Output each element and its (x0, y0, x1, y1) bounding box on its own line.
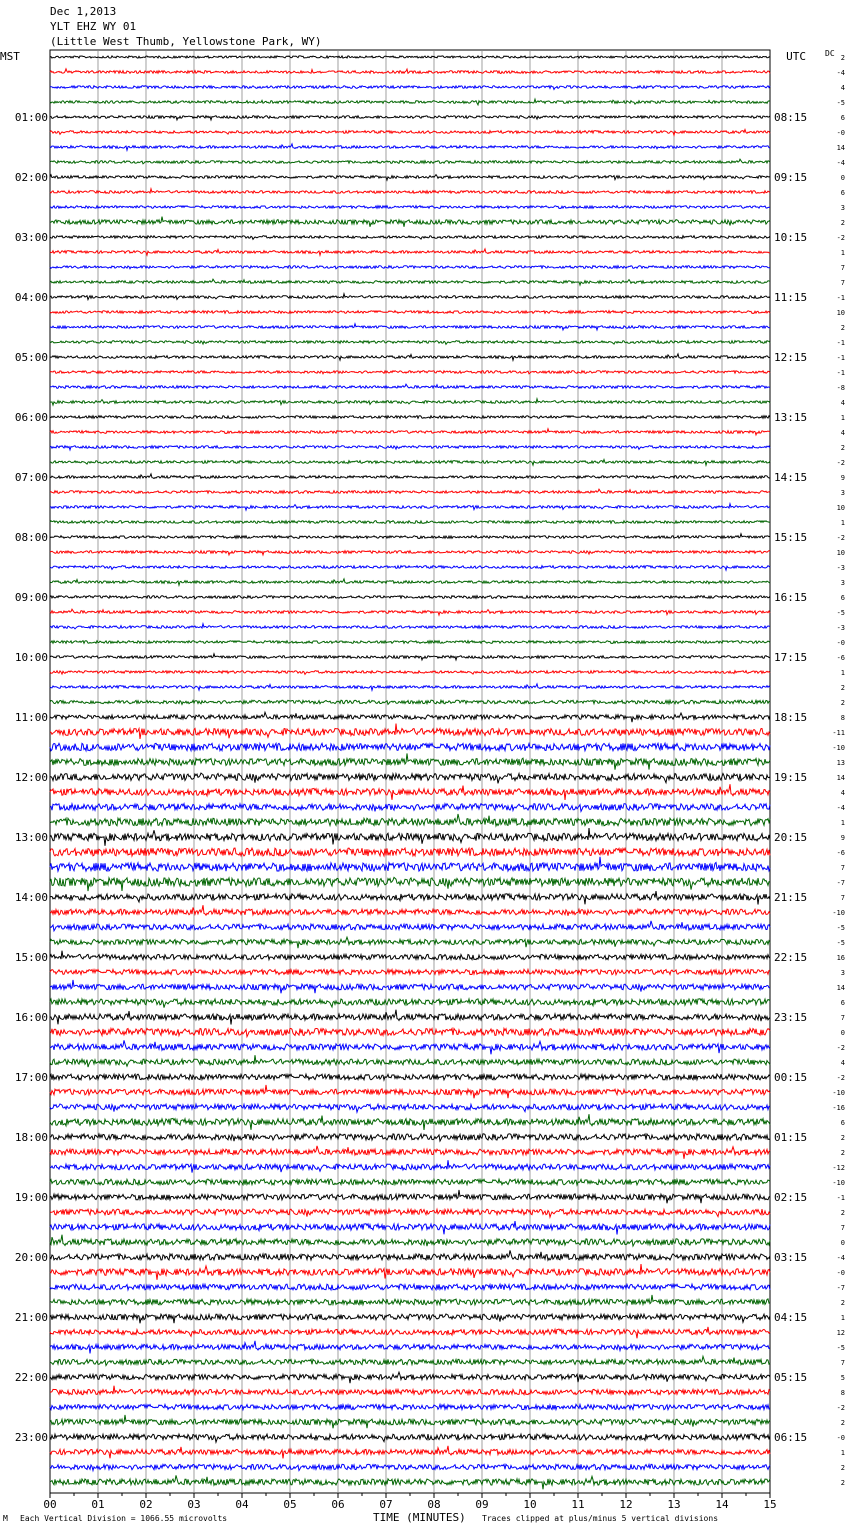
dc-offset-label: 13 (836, 759, 845, 767)
dc-offset-label: 2 (840, 54, 845, 62)
right-hour-label: 21:15 (774, 891, 808, 904)
right-hour-label: 00:15 (774, 1071, 808, 1084)
header-date: Dec 1,2013 (50, 5, 117, 18)
dc-offset-label: 9 (840, 834, 845, 842)
dc-offset-label: 1 (840, 1449, 845, 1457)
dc-offset-label: 2 (840, 1134, 845, 1142)
right-hour-label: 17:15 (774, 651, 808, 664)
seismic-trace (50, 384, 770, 388)
dc-offset-label: 3 (840, 969, 845, 977)
left-hour-label: 23:00 (14, 1431, 48, 1444)
dc-offset-label: 6 (840, 114, 845, 122)
right-hour-label: 19:15 (774, 771, 808, 784)
dc-offset-label: 6 (840, 999, 845, 1007)
dc-offset-label: -2 (836, 459, 845, 467)
seismic-trace (50, 828, 770, 846)
dc-offset-label: 10 (836, 549, 845, 557)
seismic-trace (50, 1475, 770, 1489)
dc-offset-label: -1 (836, 1194, 845, 1202)
dc-offset-label: -2 (836, 1044, 845, 1052)
seismic-trace (50, 551, 770, 555)
dc-offset-label: 3 (840, 579, 845, 587)
seismic-trace (50, 857, 770, 871)
dc-offset-label: 14 (836, 774, 845, 782)
left-hour-label: 13:00 (14, 831, 48, 844)
dc-offset-label: 8 (840, 714, 845, 722)
seismic-trace (50, 1386, 770, 1395)
seismic-trace (50, 489, 770, 493)
seismic-trace (50, 446, 770, 450)
left-hour-label: 05:00 (14, 351, 48, 364)
dc-offset-label: -4 (836, 1254, 845, 1262)
seismic-trace (50, 579, 770, 585)
right-hour-label: 23:15 (774, 1011, 808, 1024)
dc-offset-label: 2 (840, 1464, 845, 1472)
left-hour-label: 09:00 (14, 591, 48, 604)
right-hour-label: 04:15 (774, 1311, 808, 1324)
dc-offset-label: 6 (840, 1119, 845, 1127)
seismic-trace (50, 189, 770, 194)
dc-offset-label: -2 (836, 1074, 845, 1082)
right-hour-label: 16:15 (774, 591, 808, 604)
dc-offset-label: -2 (836, 234, 845, 242)
seismic-trace (50, 1327, 770, 1338)
seismic-trace (50, 521, 770, 524)
dc-offset-label: 4 (840, 789, 845, 797)
seismic-trace (50, 1404, 770, 1409)
dc-offset-label: -3 (836, 624, 845, 632)
seismic-trace (50, 596, 770, 599)
dc-offset-label: 1 (840, 249, 845, 257)
seismic-trace (50, 814, 770, 826)
seismic-trace (50, 217, 770, 227)
dc-offset-label: 4 (840, 429, 845, 437)
seismic-trace (50, 1235, 770, 1246)
dc-offset-label: 7 (840, 1014, 845, 1022)
left-hour-label: 11:00 (14, 711, 48, 724)
dc-offset-label: -6 (836, 654, 845, 662)
seismic-trace (50, 1074, 770, 1080)
dc-offset-label: 7 (840, 894, 845, 902)
dc-offset-label: 2 (840, 684, 845, 692)
right-hour-label: 15:15 (774, 531, 808, 544)
x-tick-label: 13 (667, 1498, 681, 1511)
left-hour-label: 04:00 (14, 291, 48, 304)
dc-label: DC (825, 49, 835, 58)
right-hour-label: 11:15 (774, 291, 808, 304)
dc-offset-label: -0 (836, 639, 845, 647)
dc-offset-label: 10 (836, 504, 845, 512)
dc-offset-label: -10 (832, 909, 845, 917)
seismic-trace (50, 999, 770, 1008)
seismic-trace (50, 724, 770, 739)
right-hour-label: 12:15 (774, 351, 808, 364)
dc-offset-label: 0 (840, 174, 845, 182)
seismic-trace (50, 175, 770, 181)
left-hour-label: 20:00 (14, 1251, 48, 1264)
seismic-trace (50, 1341, 770, 1354)
right-hour-label: 22:15 (774, 951, 808, 964)
dc-offset-label: -5 (836, 99, 845, 107)
seismic-trace (50, 700, 770, 704)
seismic-trace (50, 804, 770, 812)
dc-offset-label: 6 (840, 189, 845, 197)
right-hour-label: 06:15 (774, 1431, 808, 1444)
dc-offset-label: 2 (840, 1299, 845, 1307)
dc-offset-label: 2 (840, 444, 845, 452)
dc-offset-label: -4 (836, 69, 845, 77)
right-hour-label: 03:15 (774, 1251, 808, 1264)
seismic-trace (50, 671, 770, 675)
seismic-trace (50, 159, 770, 164)
seismic-trace (50, 773, 770, 783)
dc-offset-label: 5 (840, 1374, 845, 1382)
seismic-trace (50, 1446, 770, 1459)
dc-offset-label: 10 (836, 309, 845, 317)
dc-offset-label: -10 (832, 1179, 845, 1187)
seismic-trace (50, 1040, 770, 1054)
dc-offset-label: 2 (840, 699, 845, 707)
dc-offset-label: 1 (840, 414, 845, 422)
seismic-trace (50, 1104, 770, 1112)
left-hour-label: 19:00 (14, 1191, 48, 1204)
dc-offset-label: -1 (836, 339, 845, 347)
dc-offset-label: 6 (840, 594, 845, 602)
right-hour-label: 10:15 (774, 231, 808, 244)
seismic-trace (50, 1209, 770, 1217)
dc-offset-label: 1 (840, 819, 845, 827)
seismic-trace (50, 294, 770, 300)
right-hour-label: 18:15 (774, 711, 808, 724)
seismic-trace (50, 969, 770, 974)
seismic-trace (50, 144, 770, 150)
seismic-trace (50, 980, 770, 993)
seismic-trace (50, 1250, 770, 1260)
dc-offset-label: -2 (836, 1404, 845, 1412)
seismic-trace (50, 1314, 770, 1323)
seismic-trace (50, 566, 770, 571)
seismic-trace (50, 1085, 770, 1098)
x-tick-label: 05 (283, 1498, 297, 1511)
dc-offset-label: 1 (840, 669, 845, 677)
right-axis-title: UTC (786, 50, 806, 63)
left-hour-label: 21:00 (14, 1311, 48, 1324)
seismic-trace (50, 1356, 770, 1365)
dc-offset-label: 7 (840, 1224, 845, 1232)
left-hour-label: 16:00 (14, 1011, 48, 1024)
seismic-trace (50, 624, 770, 629)
dc-offset-label: 14 (836, 144, 845, 152)
x-tick-label: 04 (235, 1498, 249, 1511)
left-hour-label: 02:00 (14, 171, 48, 184)
left-hour-label: 07:00 (14, 471, 48, 484)
dc-offset-label: -7 (836, 879, 845, 887)
dc-offset-label: -1 (836, 294, 845, 302)
seismic-trace (50, 784, 770, 800)
dc-offset-label: 2 (840, 1209, 845, 1217)
dc-offset-label: 2 (840, 1479, 845, 1487)
dc-offset-label: -4 (836, 804, 845, 812)
seismic-trace (50, 905, 770, 916)
x-tick-label: 01 (91, 1498, 105, 1511)
seismic-trace (50, 371, 770, 374)
seismic-trace (50, 236, 770, 240)
seismic-trace (50, 1284, 770, 1290)
x-tick-label: 12 (619, 1498, 633, 1511)
seismic-trace (50, 341, 770, 345)
seismic-trace (50, 654, 770, 660)
dc-offset-label: 4 (840, 1059, 845, 1067)
left-hour-label: 17:00 (14, 1071, 48, 1084)
dc-offset-label: -12 (832, 1164, 845, 1172)
dc-offset-label: -5 (836, 939, 845, 947)
seismic-trace (50, 99, 770, 105)
dc-offset-label: -5 (836, 924, 845, 932)
dc-offset-label: 3 (840, 204, 845, 212)
dc-offset-label: -6 (836, 849, 845, 857)
dc-offset-label: -0 (836, 129, 845, 137)
seismic-trace (50, 416, 770, 419)
seismic-trace (50, 1029, 770, 1037)
seismic-trace (50, 130, 770, 136)
dc-offset-label: 4 (840, 84, 845, 92)
seismic-trace (50, 1179, 770, 1185)
dc-offset-label: -4 (836, 159, 845, 167)
left-hour-label: 01:00 (14, 111, 48, 124)
dc-offset-label: 0 (840, 1239, 845, 1247)
right-hour-label: 20:15 (774, 831, 808, 844)
dc-offset-label: 7 (840, 279, 845, 287)
dc-offset-label: 2 (840, 1419, 845, 1427)
right-hour-label: 14:15 (774, 471, 808, 484)
seismic-trace (50, 474, 770, 479)
dc-offset-label: 4 (840, 399, 845, 407)
seismic-trace (50, 743, 770, 750)
seismic-trace (50, 1160, 770, 1172)
seismic-trace (50, 1114, 770, 1130)
seismic-trace (50, 504, 770, 510)
x-tick-label: 00 (43, 1498, 57, 1511)
left-hour-label: 15:00 (14, 951, 48, 964)
seismic-trace (50, 116, 770, 120)
right-hour-label: 02:15 (774, 1191, 808, 1204)
dc-offset-label: -10 (832, 744, 845, 752)
seismic-trace (50, 712, 770, 722)
right-hour-label: 09:15 (774, 171, 808, 184)
x-tick-label: 06 (331, 1498, 345, 1511)
trace-group (50, 56, 770, 1489)
seismic-trace (50, 1264, 770, 1280)
seismic-trace (50, 460, 770, 466)
left-axis-title: MST (0, 50, 20, 63)
left-hour-label: 08:00 (14, 531, 48, 544)
dc-offset-label: 0 (840, 1029, 845, 1037)
dc-offset-label: 9 (840, 474, 845, 482)
dc-offset-label: 1 (840, 1314, 845, 1322)
seismic-trace (50, 1415, 770, 1428)
scale-note: Each Vertical Division = 1066.55 microvolts (20, 1514, 228, 1523)
left-hour-label: 14:00 (14, 891, 48, 904)
x-tick-label: 10 (523, 1498, 537, 1511)
seismic-trace (50, 534, 770, 539)
x-axis-title: TIME (MINUTES) (373, 1511, 466, 1524)
dc-offset-label: -0 (836, 1269, 845, 1277)
seismic-trace (50, 1010, 770, 1025)
seismic-trace (50, 1221, 770, 1234)
dc-offset-label: -3 (836, 564, 845, 572)
seismic-trace (50, 429, 770, 435)
seismic-trace (50, 1434, 770, 1442)
dc-offset-label: 7 (840, 1359, 845, 1367)
seismic-trace (50, 1464, 770, 1470)
header-station: YLT EHZ WY 01 (50, 20, 137, 33)
dc-offset-label: -10 (832, 1089, 845, 1097)
seismic-trace (50, 921, 770, 931)
seismic-trace (50, 399, 770, 405)
right-hour-label: 13:15 (774, 411, 808, 424)
dc-offset-label: 1 (840, 519, 845, 527)
seismic-trace (50, 354, 770, 360)
seismic-trace (50, 877, 770, 891)
seismic-trace (50, 848, 770, 856)
left-hour-label: 22:00 (14, 1371, 48, 1384)
left-hour-label: 06:00 (14, 411, 48, 424)
seismic-trace (50, 311, 770, 314)
x-tick-label: 08 (427, 1498, 441, 1511)
dc-offset-label: 2 (840, 1149, 845, 1157)
seismic-trace (50, 86, 770, 90)
seismic-trace (50, 1055, 770, 1067)
seismic-trace (50, 249, 770, 255)
seismic-trace (50, 1146, 770, 1159)
right-hour-label: 08:15 (774, 111, 808, 124)
x-tick-label: 15 (763, 1498, 777, 1511)
dc-offset-label: -7 (836, 1284, 845, 1292)
dc-offset-label: -8 (836, 384, 845, 392)
seismic-trace (50, 266, 770, 269)
dc-offset-label: 14 (836, 984, 845, 992)
seismic-trace (50, 206, 770, 209)
x-tick-label: 07 (379, 1498, 393, 1511)
right-hour-label: 01:15 (774, 1131, 808, 1144)
left-hour-label: 03:00 (14, 231, 48, 244)
seismic-trace (50, 753, 770, 769)
seismic-trace (50, 56, 770, 58)
x-tick-label: 14 (715, 1498, 729, 1511)
dc-offset-label: 8 (840, 1389, 845, 1397)
seismic-trace (50, 324, 770, 330)
dc-offset-label: 7 (840, 864, 845, 872)
seismic-trace (50, 1134, 770, 1141)
dc-offset-label: 12 (836, 1329, 845, 1337)
dc-offset-label: 16 (836, 954, 845, 962)
dc-offset-label: -16 (832, 1104, 845, 1112)
left-hour-label: 18:00 (14, 1131, 48, 1144)
dc-offset-label: -0 (836, 1434, 845, 1442)
seismic-trace (50, 69, 770, 74)
dc-offset-label: 2 (840, 324, 845, 332)
dc-offset-label: -2 (836, 534, 845, 542)
seismic-trace (50, 1295, 770, 1305)
dc-offset-label: -5 (836, 609, 845, 617)
left-hour-label: 10:00 (14, 651, 48, 664)
header-location: (Little West Thumb, Yellowstone Park, WY) (50, 35, 322, 48)
seismic-trace (50, 684, 770, 690)
clip-note: Traces clipped at plus/minus 5 vertical divisions (482, 1514, 719, 1523)
seismic-trace (50, 891, 770, 904)
seismic-trace (50, 937, 770, 948)
right-hour-label: 05:15 (774, 1371, 808, 1384)
seismic-trace (50, 641, 770, 644)
dc-offset-label: -1 (836, 369, 845, 377)
seismic-trace (50, 951, 770, 960)
dc-offset-label: -5 (836, 1344, 845, 1352)
seismic-trace (50, 1190, 770, 1203)
x-tick-label: 03 (187, 1498, 201, 1511)
seismic-trace (50, 279, 770, 285)
dc-offset-label: 3 (840, 489, 845, 497)
dc-offset-label: 2 (840, 219, 845, 227)
dc-offset-label: -1 (836, 354, 845, 362)
x-tick-label: 11 (571, 1498, 585, 1511)
seismic-trace (50, 1372, 770, 1383)
x-tick-label: 09 (475, 1498, 489, 1511)
seismic-trace (50, 609, 770, 615)
footer-mark: M (3, 1514, 8, 1523)
dc-offset-label: -11 (832, 729, 845, 737)
x-tick-label: 02 (139, 1498, 153, 1511)
dc-offset-label: 7 (840, 264, 845, 272)
left-hour-label: 12:00 (14, 771, 48, 784)
